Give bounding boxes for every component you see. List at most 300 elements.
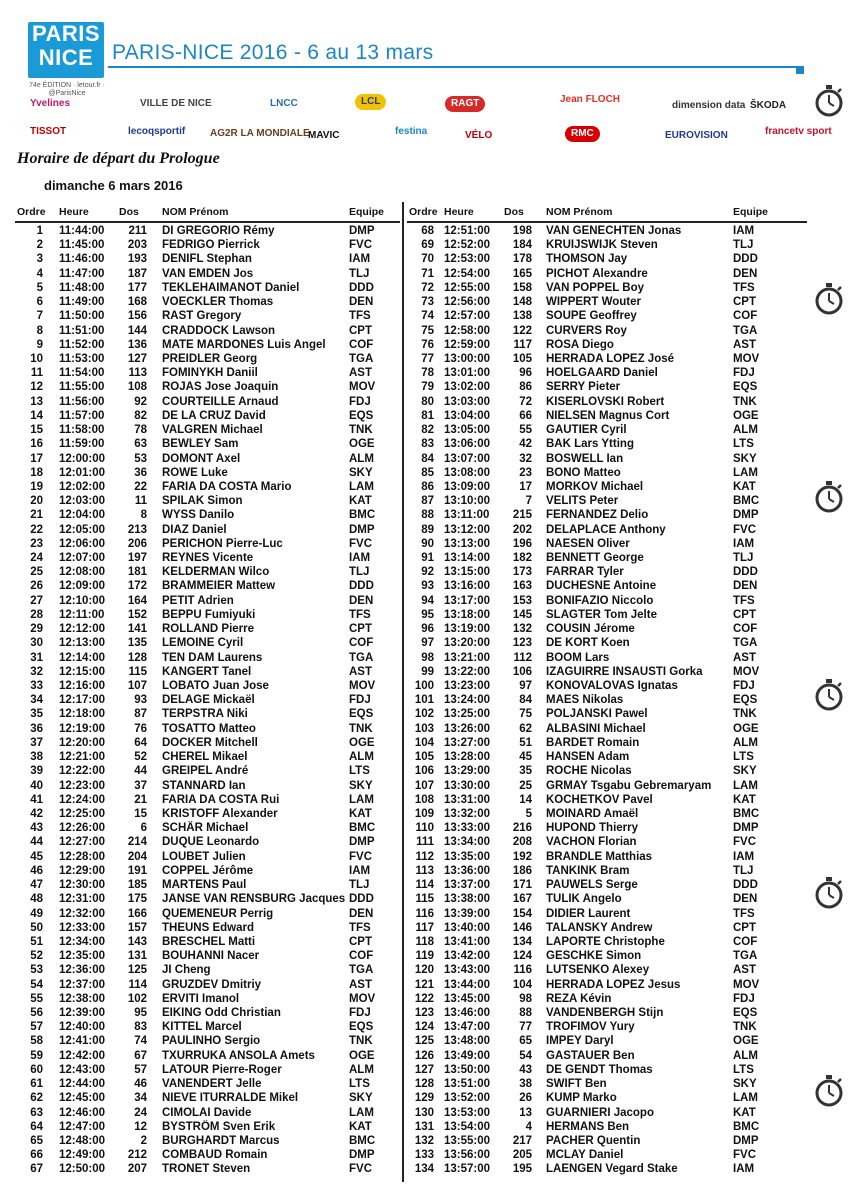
table-row [15,707,400,721]
bib-cell: 44 [134,765,147,778]
bib-cell: 72 [519,395,532,408]
table-row [407,579,807,593]
time-cell: 12:43:00 [59,1063,106,1076]
team-cell: DEN [349,296,374,309]
bib-cell: 184 [512,239,532,252]
table-row [407,409,807,423]
time-cell: 12:03:00 [59,495,106,508]
bib-cell: 154 [512,907,532,920]
order-cell: 103 [414,722,434,735]
order-cell: 8 [36,324,43,337]
table-row [15,565,400,579]
team-cell: LTS [733,751,754,764]
table-row [407,779,807,793]
bib-cell: 11 [134,495,147,508]
team-cell: DMP [349,836,375,849]
bib-cell: 38 [519,1078,532,1091]
order-cell: 105 [414,751,434,764]
time-cell: 11:44:00 [59,225,105,237]
table-row [407,338,807,352]
name-cell: PERICHON Pierre-Luc [162,537,283,550]
sponsor-logo: TISSOT [30,126,67,137]
table-row [15,693,400,707]
sponsor-logo: dimension data [672,100,746,111]
time-cell: 13:40:00 [444,921,491,934]
order-cell: 45 [30,850,43,863]
bib-cell: 125 [127,964,147,977]
order-cell: 59 [30,1049,43,1062]
team-cell: TGA [349,352,374,365]
name-cell: WIPPERT Wouter [546,296,641,309]
order-cell: 116 [415,907,434,920]
table-row [15,537,400,551]
name-cell: COPPEL Jérôme [162,864,254,877]
team-cell: TNK [349,1035,373,1048]
table-row [407,907,807,921]
sponsor-logo: Yvelines [30,98,71,109]
team-cell: DEN [733,267,758,280]
name-cell: LOBATO Juan Jose [162,680,269,692]
name-cell: COMBAUD Romain [162,1149,268,1162]
bib-cell: 212 [127,1149,147,1162]
name-cell: TEN DAM Laurens [162,651,263,664]
name-cell: SERRY Pieter [546,381,621,394]
name-cell: EIKING Odd Christian [162,1007,281,1020]
time-cell: 13:25:00 [444,708,491,721]
table-row [407,494,807,508]
start-list-right [407,205,807,1177]
table-row [15,1134,400,1148]
order-cell: 34 [30,694,43,707]
order-cell: 83 [421,438,434,451]
team-cell: EQS [733,694,758,707]
event-dates: 6 au 13 mars [307,41,434,64]
table-row [407,750,807,764]
order-cell: 92 [421,566,434,579]
name-cell: TROFIMOV Yury [546,1021,635,1034]
event-name: PARIS-NICE 2016 - [112,41,308,64]
table-row [15,651,400,665]
table-row [15,295,400,309]
bib-cell: 86 [519,381,532,394]
order-cell: 70 [421,253,434,266]
time-cell: 13:35:00 [444,850,491,863]
time-cell: 12:47:00 [59,1120,106,1133]
name-cell: VAN EMDEN Jos [162,267,254,280]
time-cell: 11:49:00 [59,296,105,309]
name-cell: DUQUE Leonardo [162,836,260,849]
bib-cell: 164 [127,594,147,607]
bib-cell: 186 [512,864,532,877]
order-cell: 99 [421,665,434,678]
time-cell: 13:04:00 [444,409,491,422]
team-cell: SKY [733,1078,757,1091]
name-cell: FEDRIGO Pierrick [162,239,260,252]
stopwatch-icon [814,678,844,712]
time-cell: 12:31:00 [59,893,106,906]
bib-cell: 134 [512,935,532,948]
name-cell: DELAGE Mickaël [162,694,255,707]
time-cell: 12:30:00 [59,879,106,892]
bib-cell: 141 [127,623,147,636]
name-cell: VELITS Peter [546,495,619,508]
order-cell: 113 [415,864,434,877]
table-row [15,764,400,778]
bib-cell: 168 [127,296,147,309]
header-square [796,66,804,74]
bib-cell: 106 [512,665,532,678]
order-cell: 17 [30,452,43,465]
table-row [407,281,807,295]
name-cell: KITTEL Marcel [162,1021,242,1034]
order-cell: 65 [30,1135,43,1147]
bib-cell: 187 [127,267,147,280]
bib-cell: 197 [127,552,147,565]
name-cell: ROJAS Jose Joaquin [162,381,279,394]
sponsor-logo: LCL [355,94,386,110]
bib-cell: 107 [127,680,147,692]
time-cell: 13:34:00 [444,836,491,849]
event-date: dimanche 6 mars 2016 [44,178,183,193]
time-cell: 12:06:00 [59,537,106,550]
bib-cell: 173 [512,566,532,579]
bib-cell: 62 [519,722,532,735]
time-cell: 13:55:00 [444,1135,491,1147]
team-cell: COF [349,950,374,963]
table-row [407,366,807,380]
order-cell: 117 [415,921,434,934]
team-cell: TFS [349,310,371,323]
team-cell: MOV [349,381,376,394]
order-cell: 28 [30,608,43,621]
order-cell: 16 [30,438,43,451]
name-cell: SWIFT Ben [546,1078,607,1091]
time-cell: 13:56:00 [444,1149,491,1162]
table-row [407,963,807,977]
table-row [407,1106,807,1120]
name-cell: PAULINHO Sergio [162,1035,261,1048]
bib-cell: 52 [134,751,147,764]
name-cell: GUARNIERI Jacopo [546,1106,654,1119]
bib-cell: 64 [134,736,147,749]
name-cell: BOOM Lars [546,651,610,664]
bib-cell: 113 [128,367,147,380]
name-cell: GRUZDEV Dmitriy [162,978,262,991]
order-cell: 43 [30,822,43,835]
name-cell: VOECKLER Thomas [162,296,274,309]
table-row [15,1063,400,1077]
bib-cell: 98 [519,992,532,1005]
name-cell: GESCHKE Simon [546,950,642,963]
order-cell: 57 [30,1021,43,1034]
order-cell: 2 [36,239,43,252]
order-cell: 119 [415,950,434,963]
table-row [15,1049,400,1063]
table-row [407,1162,807,1176]
sponsor-logo: VÉLO [465,130,493,141]
time-cell: 11:52:00 [59,338,105,351]
team-cell: LTS [733,1063,754,1076]
table-row [407,651,807,665]
time-cell: 12:42:00 [59,1049,106,1062]
order-cell: 108 [414,793,434,806]
table-row [407,295,807,309]
table-row [407,1091,807,1105]
team-cell: DMP [733,509,759,522]
time-cell: 13:23:00 [444,680,491,692]
team-cell: FVC [733,836,756,849]
bib-cell: 136 [127,338,147,351]
name-cell: FARIA DA COSTA Rui [162,793,280,806]
table-row [15,452,400,466]
name-cell: MOINARD Amaël [546,807,639,820]
table-row [15,722,400,736]
table-row [15,608,400,622]
name-cell: NIEVE ITURRALDE Mikel [162,1092,299,1105]
table-row [15,736,400,750]
order-cell: 15 [30,424,43,437]
order-cell: 72 [421,281,434,294]
time-cell: 11:57:00 [59,409,105,422]
time-cell: 13:28:00 [444,751,491,764]
table-row [407,537,807,551]
bib-cell: 144 [127,324,147,337]
bib-cell: 131 [127,950,147,963]
time-cell: 12:05:00 [59,523,106,536]
table-row [407,864,807,878]
team-cell: DDD [349,580,374,593]
time-cell: 12:40:00 [59,1021,106,1034]
order-cell: 1 [36,225,43,237]
team-cell: KAT [733,793,756,806]
name-cell: LATOUR Pierre-Roger [162,1063,282,1076]
time-cell: 13:01:00 [444,367,491,380]
table-row [15,850,400,864]
name-cell: BARDET Romain [546,736,640,749]
name-cell: POLJANSKI Pawel [546,708,648,721]
time-cell: 13:06:00 [444,438,491,451]
name-cell: IZAGUIRRE INSAUSTI Gorka [546,665,703,678]
name-cell: SCHÄR Michael [162,822,249,835]
time-cell: 13:00:00 [444,352,491,365]
name-cell: BENNETT George [546,552,644,565]
order-cell: 122 [414,992,434,1005]
team-cell: TLJ [733,864,754,877]
team-cell: CPT [349,935,372,948]
name-cell: LUTSENKO Alexey [546,964,650,977]
bib-cell: 205 [512,1149,532,1162]
name-cell: VANDENBERGH Stijn [546,1007,664,1020]
bib-cell: 153 [512,594,532,607]
team-cell: OGE [733,409,759,422]
table-row [15,935,400,949]
team-cell: TLJ [349,267,370,280]
name-cell: GREIPEL André [162,765,249,778]
table-row [15,238,400,252]
name-cell: TOSATTO Matteo [162,722,256,735]
bib-cell: 34 [134,1092,147,1105]
bib-cell: 138 [512,310,532,323]
start-list-left [15,205,400,1177]
name-cell: TULIK Angelo [546,893,622,906]
time-cell: 12:16:00 [59,680,106,692]
order-cell: 56 [30,1007,43,1020]
time-cell: 13:15:00 [444,566,491,579]
table-row [15,1091,400,1105]
bib-cell: 177 [127,281,147,294]
time-cell: 12:12:00 [59,623,106,636]
time-cell: 13:02:00 [444,381,491,394]
table-row [15,779,400,793]
order-cell: 39 [30,765,43,778]
team-cell: LTS [349,1078,370,1091]
table-row [15,309,400,323]
order-cell: 27 [30,594,43,607]
order-cell: 106 [414,765,434,778]
team-cell: COF [733,310,758,323]
team-cell: MOV [349,992,376,1005]
order-cell: 50 [30,921,43,934]
order-cell: 127 [414,1063,434,1076]
name-cell: DE LA CRUZ David [162,409,266,422]
name-cell: MCLAY Daniel [546,1149,624,1162]
time-cell: 12:48:00 [59,1135,106,1147]
name-cell: ERVITI Imanol [162,992,240,1005]
order-cell: 51 [30,935,43,948]
team-cell: CPT [349,623,372,636]
sponsor-logo: VILLE DE NICE [140,98,212,109]
team-cell: BMC [349,822,376,835]
table-row [15,835,400,849]
name-cell: REZA Kévin [546,992,612,1005]
time-cell: 13:45:00 [444,992,491,1005]
name-cell: FARIA DA COSTA Mario [162,480,292,493]
name-cell: MARTENS Paul [162,879,247,892]
team-cell: TNK [733,1021,757,1034]
time-cell: 12:22:00 [59,765,106,778]
name-cell: DOMONT Axel [162,452,241,465]
bib-cell: 178 [512,253,532,266]
time-cell: 12:32:00 [59,907,106,920]
bib-cell: 84 [519,694,532,707]
time-cell: 13:03:00 [444,395,491,408]
time-cell: 11:51:00 [59,324,105,337]
bib-cell: 6 [140,822,147,835]
order-cell: 29 [30,623,43,636]
bib-cell: 75 [519,708,532,721]
team-cell: COF [349,637,374,650]
team-cell: EQS [349,1021,374,1034]
order-cell: 129 [414,1092,434,1105]
sponsor-logo: festina [395,126,428,137]
bib-cell: 152 [127,608,147,621]
name-cell: VAN POPPEL Boy [546,281,644,294]
order-cell: 87 [421,495,434,508]
time-cell: 13:16:00 [444,580,491,593]
stopwatch-icon [814,1074,844,1108]
name-cell: SPILAK Simon [162,495,243,508]
name-cell: TALANSKY Andrew [546,921,653,934]
name-cell: THEUNS Edward [162,921,255,934]
bib-cell: 117 [513,338,532,351]
name-cell: BYSTRÖM Sven Erik [162,1120,276,1133]
time-cell: 13:07:00 [444,452,491,465]
team-cell: OGE [349,1049,375,1062]
time-cell: 13:48:00 [444,1035,491,1048]
team-cell: KAT [733,1106,756,1119]
bib-cell: 108 [127,381,147,394]
name-cell: LAPORTE Christophe [546,935,665,948]
bib-cell: 166 [127,907,147,920]
table-row [407,935,807,949]
order-cell: 13 [30,395,43,408]
order-cell: 3 [36,253,43,266]
table-row [15,907,400,921]
time-cell: 12:17:00 [59,694,106,707]
bib-cell: 204 [127,850,147,863]
team-cell: ALM [349,751,374,764]
bib-cell: 148 [512,296,532,309]
rows-left [15,224,400,1177]
team-cell: BMC [733,807,760,820]
name-cell: DE GENDT Thomas [546,1063,653,1076]
table-row [15,665,400,679]
table-row [15,395,400,409]
document-title: Horaire de départ du Prologue [17,150,220,167]
order-cell: 86 [421,480,434,493]
team-cell: BMC [349,509,376,522]
name-cell: LEMOINE Cyril [162,637,244,650]
bib-cell: 21 [134,793,147,806]
order-cell: 37 [30,736,43,749]
table-row [407,309,807,323]
time-cell: 11:46:00 [59,253,105,266]
table-row [15,978,400,992]
bib-cell: 158 [512,281,532,294]
table-row [407,480,807,494]
table-row [15,480,400,494]
table-row [15,636,400,650]
col-team: Equipe [733,206,769,218]
bib-cell: 55 [519,424,532,437]
bib-cell: 163 [512,580,532,593]
team-cell: AST [349,367,372,380]
name-cell: DELAPLACE Anthony [546,523,666,536]
bib-cell: 45 [519,751,532,764]
order-cell: 89 [421,523,434,536]
time-cell: 13:43:00 [444,964,491,977]
bib-cell: 87 [134,708,147,721]
order-cell: 71 [421,267,434,280]
bib-cell: 132 [512,623,532,636]
sponsor-logo: MAVIC [308,130,340,141]
team-cell: TLJ [349,879,370,892]
name-cell: MATE MARDONES Luis Angel [162,338,326,351]
order-cell: 53 [30,964,43,977]
table-row [15,949,400,963]
time-cell: 13:41:00 [444,935,491,948]
team-cell: FDJ [733,680,755,692]
order-cell: 132 [414,1135,434,1147]
table-row [15,523,400,537]
time-cell: 13:05:00 [444,424,491,437]
time-cell: 11:50:00 [59,310,105,323]
order-cell: 98 [421,651,434,664]
team-cell: DEN [733,893,758,906]
order-cell: 21 [30,509,43,522]
team-cell: FVC [349,537,372,550]
table-row [15,267,400,281]
